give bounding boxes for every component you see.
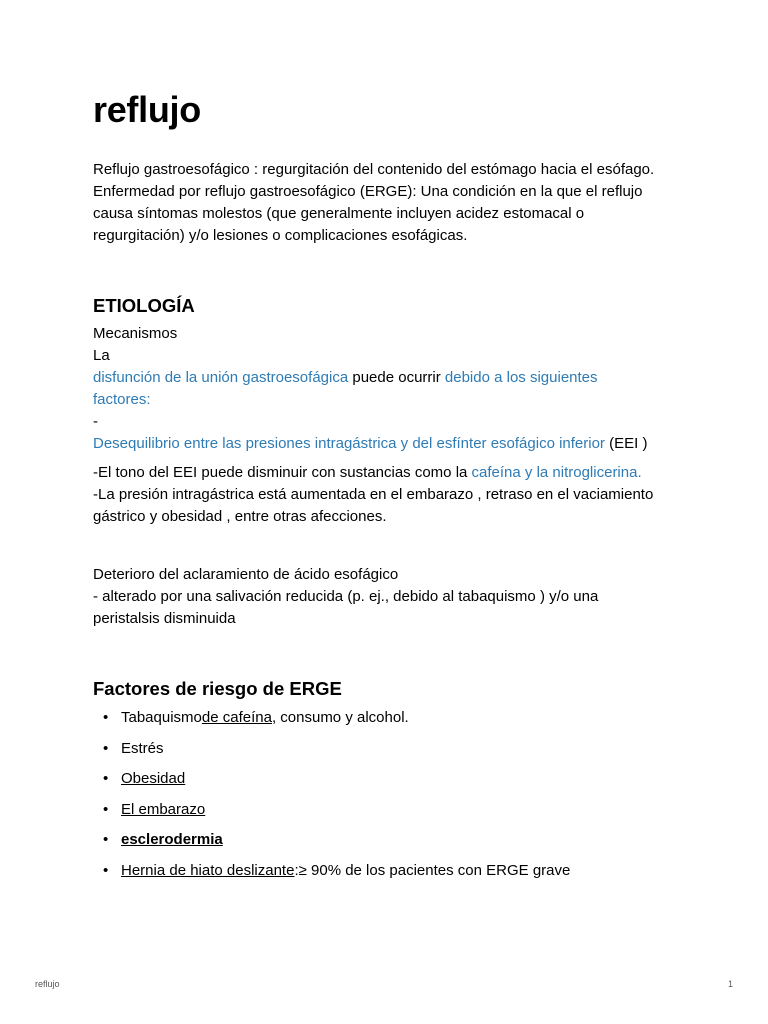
list-item xyxy=(93,829,693,851)
item-text: , consumo y alcohol. xyxy=(271,709,409,726)
desequilibrio-line xyxy=(93,433,693,455)
obesidad-link[interactable]: Obesidad xyxy=(121,770,186,788)
list-item xyxy=(93,860,693,882)
aclaramiento-title: Deterioro del aclaramiento de ácido esofágico xyxy=(93,566,399,583)
item-text: Estrés xyxy=(121,739,164,757)
list-item xyxy=(93,768,693,790)
puede-ocurrir-text: puede ocurrir xyxy=(348,369,445,386)
factores-line xyxy=(93,389,693,411)
aclaramiento-section xyxy=(93,564,693,630)
eei-text: (EEI ) xyxy=(604,435,648,452)
intro-line: regurgitación) y/o lesiones o complicaciones esofágicas. xyxy=(93,227,468,244)
bullet-icon: • xyxy=(103,709,109,726)
tono-eei-text: -El tono del EEI puede disminuir con sustancias como la xyxy=(93,464,472,481)
bullet-icon: • xyxy=(103,770,109,788)
list-item xyxy=(93,738,693,760)
riesgo-heading: Factores de riesgo de ERGE xyxy=(93,678,342,699)
riesgo-list xyxy=(93,707,693,882)
presion-line: -La presión intragástrica está aumentada en el embarazo , retraso en el vaciamiento xyxy=(93,486,654,503)
etiologia-heading: ETIOLOGÍA xyxy=(93,295,195,316)
aclaramiento-line-cont: peristalsis disminuida xyxy=(93,610,236,627)
riesgo-section xyxy=(93,677,693,891)
item-text: :≥ 90% de los pacientes con ERGE grave xyxy=(294,861,571,879)
factores-link[interactable]: debido a los siguientes xyxy=(444,369,598,386)
intro-line: Enfermedad por reflujo gastroesofágico (ERGE): Una condición en la que el reflujo xyxy=(93,183,643,200)
esclerodermia-link[interactable]: esclerodermia xyxy=(121,831,223,849)
intro-line: Reflujo gastroesofágico : regurgitación del contenido del estómago hacia el esófago. xyxy=(93,161,655,178)
footer-page-number: 1 xyxy=(728,979,734,989)
bullet-icon: • xyxy=(103,800,109,818)
item-text: Tabaquismo xyxy=(121,709,202,726)
bullet-icon: • xyxy=(103,739,109,757)
tono-eei-line xyxy=(93,462,693,484)
bullet-icon: • xyxy=(103,861,109,879)
disfuncion-link[interactable]: disfunción de la unión gastroesofágica xyxy=(93,369,349,386)
cafeina-link[interactable]: cafeína y la nitroglicerina. xyxy=(471,464,642,481)
desequilibrio-link[interactable]: Desequilibrio entre las presiones intragástrica y del esfínter esofágico inferior xyxy=(93,435,605,452)
etiologia-disfuncion-line xyxy=(93,367,693,389)
footer-doc-name: reflujo xyxy=(35,979,60,989)
aclaramiento-line: - alterado por una salivación reducida (p. ej., debido al tabaquismo ) y/o una xyxy=(93,588,599,605)
list-item xyxy=(93,707,693,729)
presion-line-cont: gástrico y obesidad , entre otras afecciones. xyxy=(93,508,387,525)
etiologia-la: La xyxy=(93,347,110,364)
factores-link-cont[interactable]: factores: xyxy=(93,391,151,408)
list-item xyxy=(93,799,693,821)
bullet-icon: • xyxy=(103,831,109,849)
etiologia-section xyxy=(93,294,693,528)
cafeina-item-link[interactable]: de cafeína xyxy=(201,709,272,726)
embarazo-link[interactable]: El embarazo xyxy=(121,800,206,818)
intro-section xyxy=(93,159,693,247)
intro-line: causa síntomas molestos (que generalmente incluyen acidez estomacal o xyxy=(93,205,585,222)
etiologia-mecanismos: Mecanismos xyxy=(93,325,178,342)
dash-line: - xyxy=(93,413,98,430)
page-title: reflujo xyxy=(93,89,201,130)
hernia-link[interactable]: Hernia de hiato deslizante xyxy=(121,861,295,879)
